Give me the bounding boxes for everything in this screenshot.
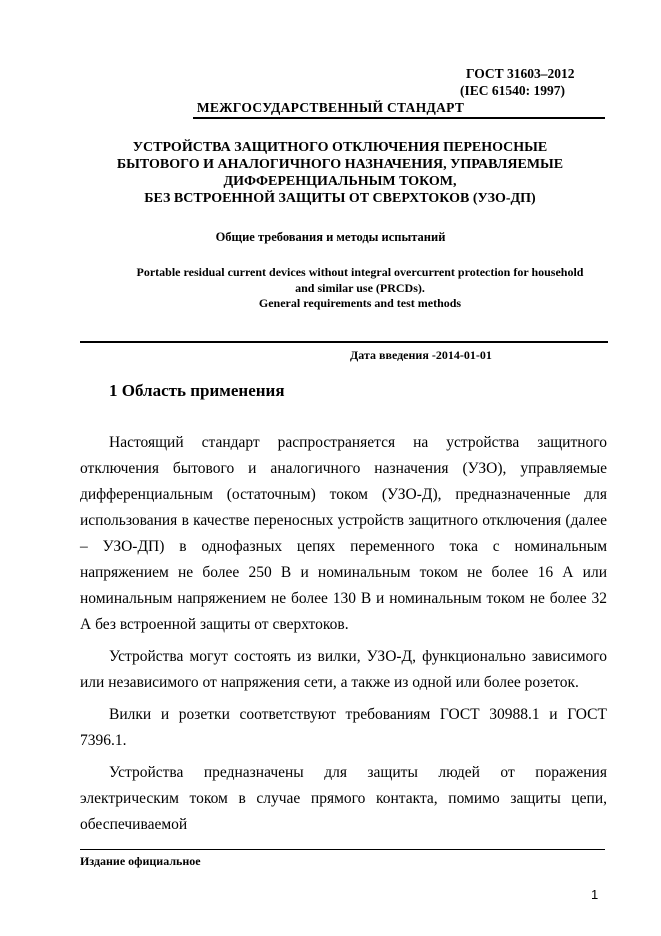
- title-ru-line: БЕЗ ВСТРОЕННОЙ ЗАЩИТЫ ОТ СВЕРХТОКОВ (УЗО-ДП): [144, 191, 536, 206]
- title-ru-line: УСТРОЙСТВА ЗАЩИТНОГО ОТКЛЮЧЕНИЯ ПЕРЕНОСНЫЕ: [132, 140, 548, 155]
- body-paragraph: Настоящий стандарт распространяется на устройства защитного отключения бытового и аналогичного назначения (УЗО), управляемые дифференциальным (остаточным) током (УЗО-Д), предназначенные для использования в качестве переносных устройств защитного отключения (далее – УЗО-ДП) в однофазных цепях переменного тока с номинальным напряжением не более 250 В и номинальным током не более 16 А или номинальным напряжением не более 130 В и номинальным током не более 32 А без встроенной защиты от сверхтоков.: [80, 434, 607, 633]
- title-en-line: General requirements and test methods: [258, 296, 462, 310]
- document-title-en: [100, 265, 620, 312]
- title-en-line: and similar use (PRCDs).: [295, 280, 425, 295]
- section-heading: 1 Область применения: [109, 381, 285, 400]
- title-en-line: Portable residual current devices without integral overcurrent protection for household: [136, 265, 584, 279]
- iec-reference: (IEC 61540: 1997): [460, 83, 565, 98]
- edition-note: Издание официальное: [80, 854, 201, 868]
- body-paragraph: Вилки и розетки соответствуют требованиям ГОСТ 30988.1 и ГОСТ 7396.1.: [80, 706, 607, 749]
- document-subtitle-ru: Общие требования и методы испытаний: [215, 230, 446, 244]
- footer-rule: [80, 849, 605, 850]
- header-rule: [193, 117, 605, 119]
- title-ru-line: ДИФФЕРЕНЦИАЛЬНЫМ ТОКОМ,: [223, 174, 457, 189]
- body-paragraph: Устройства могут состоять из вилки, УЗО-Д, функционально зависимого или независимого от напряжения сети, а также из одной или более розеток.: [80, 648, 607, 691]
- effective-date: Дата введения -2014-01-01: [350, 348, 492, 362]
- document-title-ru: [60, 139, 620, 207]
- page-number: 1: [591, 887, 599, 902]
- body-paragraph: Устройства предназначены для защиты людей от поражения электрическим током в случае прямого контакта, помимо защиты цепи, обеспечиваемой: [80, 764, 607, 833]
- interstate-standard-label: МЕЖГОСУДАРСТВЕННЫЙ СТАНДАРТ: [196, 100, 465, 115]
- title-rule: [80, 341, 608, 343]
- section-body: [80, 430, 607, 844]
- standard-number: ГОСТ 31603–2012: [466, 66, 575, 81]
- title-ru-line: БЫТОВОГО И АНАЛОГИЧНОГО НАЗНАЧЕНИЯ, УПРАВЛЯЕМЫЕ: [116, 157, 564, 172]
